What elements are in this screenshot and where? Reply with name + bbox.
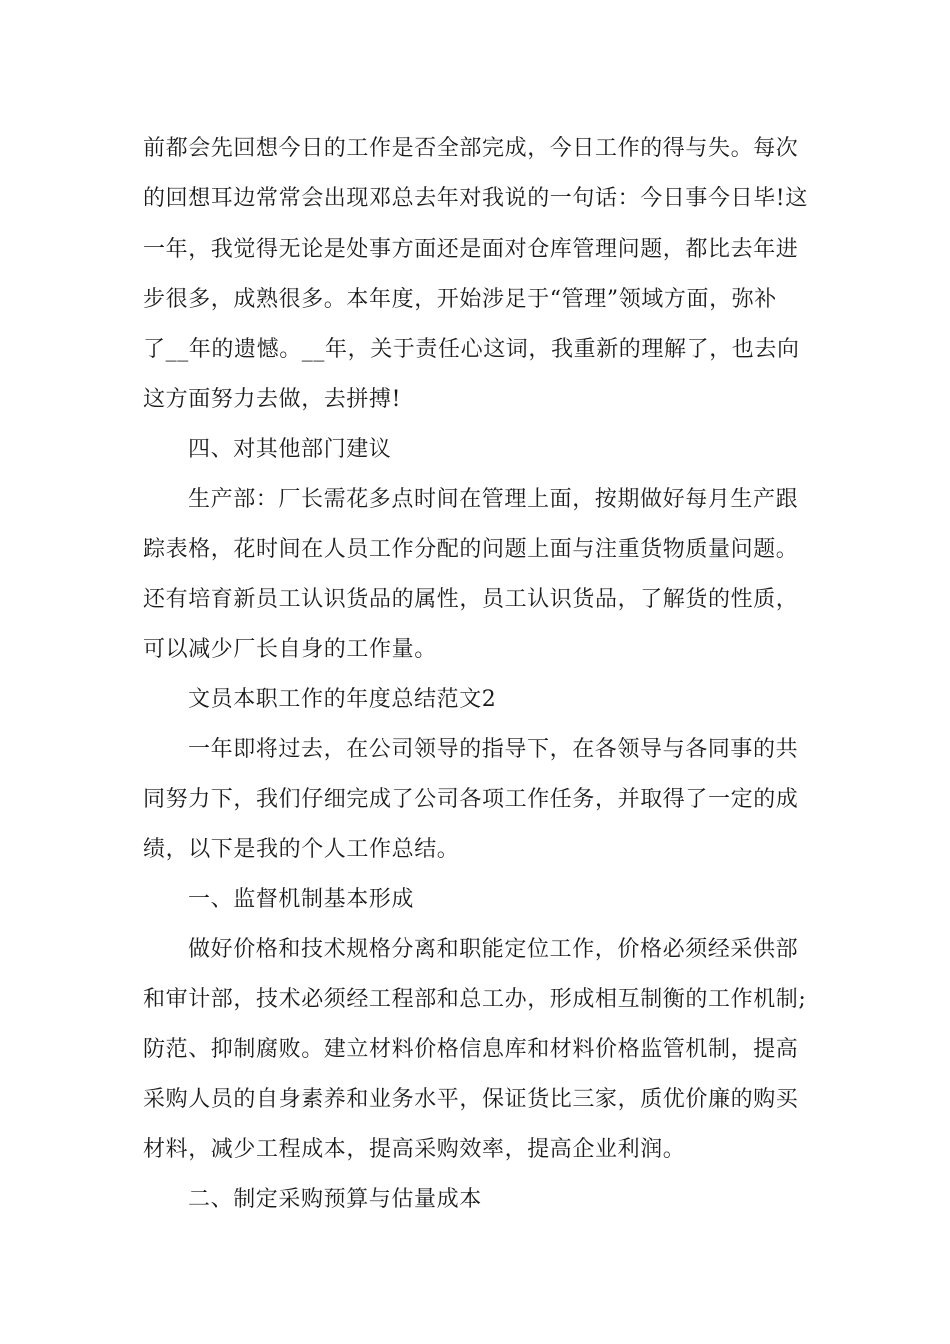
section-heading: 四、对其他部门建议 bbox=[188, 437, 392, 462]
paragraph-line: 一年，我觉得无论是处事方面还是面对仓库管理问题，都比去年进 bbox=[143, 237, 799, 262]
paragraph-line: 做好价格和技术规格分离和职能定位工作，价格必须经采供部 bbox=[188, 937, 799, 962]
section-heading: 二、制定采购预算与估量成本 bbox=[188, 1187, 482, 1212]
paragraph-line: 这方面努力去做，去拼搏! bbox=[143, 387, 402, 412]
paragraph-line: 材料，减少工程成本，提高采购效率，提高企业利润。 bbox=[143, 1137, 686, 1162]
paragraph-line: 同努力下，我们仔细完成了公司各项工作任务，并取得了一定的成 bbox=[143, 787, 799, 812]
paragraph-line: 采购人员的自身素养和业务水平，保证货比三家，质优价廉的购买 bbox=[143, 1087, 799, 1112]
paragraph-line: 踪表格，花时间在人员工作分配的问题上面与注重货物质量问题。 bbox=[143, 537, 799, 562]
section-heading: 一、监督机制基本形成 bbox=[188, 887, 415, 912]
paragraph-line: 的回想耳边常常会出现邓总去年对我说的一句话：今日事今日毕!这 bbox=[143, 186, 808, 211]
paragraph-line: 了__年的遗憾。__年，关于责任心这词，我重新的理解了，也去向 bbox=[143, 337, 800, 362]
paragraph-line: 可以减少厂长自身的工作量。 bbox=[143, 637, 437, 662]
paragraph-line: 防范、抑制腐败。建立材料价格信息库和材料价格监管机制，提高 bbox=[143, 1037, 799, 1062]
paragraph-line: 和审计部，技术必须经工程部和总工办，形成相互制衡的工作机制; bbox=[143, 987, 807, 1012]
paragraph-line: 绩，以下是我的个人工作总结。 bbox=[143, 837, 460, 862]
paragraph-line: 步很多，成熟很多。本年度，开始涉足于“管理”领域方面，弥补 bbox=[143, 287, 777, 312]
paragraph-line: 前都会先回想今日的工作是否全部完成，今日工作的得与失。每次 bbox=[143, 136, 799, 161]
paragraph-line: 一年即将过去，在公司领导的指导下，在各领导与各同事的共 bbox=[188, 737, 799, 762]
article-title: 文员本职工作的年度总结范文2 bbox=[188, 687, 497, 712]
paragraph-line: 还有培育新员工认识货品的属性，员工认识货品，了解货的性质， bbox=[143, 587, 799, 612]
paragraph-line: 生产部：厂长需花多点时间在管理上面，按期做好每月生产跟 bbox=[188, 487, 799, 512]
